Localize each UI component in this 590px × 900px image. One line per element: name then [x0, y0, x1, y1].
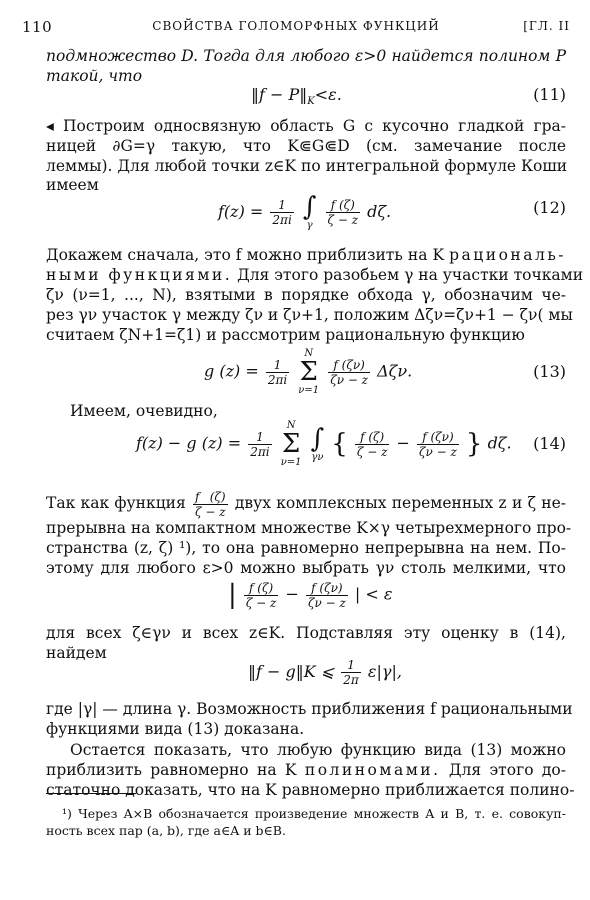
numerator: 1 — [341, 658, 361, 673]
footnote-rule — [46, 793, 136, 794]
sum-lower: ν=1 — [298, 385, 320, 396]
numerator: f (ζ) — [326, 198, 361, 213]
fraction — [244, 581, 279, 610]
text-line: имеем — [46, 176, 99, 194]
footnote-line: ность всех пар (a, b), где a∈A и b∈B. — [46, 823, 286, 838]
summation — [281, 420, 302, 468]
sum-sign: Σ — [299, 357, 318, 387]
integral-sign: ∫ — [302, 192, 317, 222]
text-line: такой, что — [46, 67, 143, 85]
text-line: этому для любого ε>0 можно выбрать γν столь мелкими, что — [46, 559, 566, 577]
eq-part: g (z) = — [204, 361, 259, 381]
text-line: леммы). Для любой точки z∈K по интегральной формуле Коши — [46, 157, 568, 175]
minus-sign: − — [285, 584, 299, 604]
text-line: функциями вида (13) доказана. — [46, 720, 305, 738]
eq-part: K — [307, 96, 315, 108]
fraction — [341, 658, 361, 687]
text-line — [46, 245, 566, 265]
fraction — [193, 490, 228, 519]
denominator: ζν − z — [307, 595, 346, 610]
fraction — [248, 430, 271, 459]
text-line: найдем — [46, 644, 107, 662]
eq-part: ‖f − P‖ — [251, 85, 308, 104]
section-title: СВОЙСТВА ГОЛОМОРФНЫХ ФУНКЦИЙ — [152, 19, 440, 33]
eq-part: dζ. — [367, 202, 392, 221]
sum-sign: Σ — [281, 429, 301, 459]
fraction — [355, 430, 390, 459]
eq-part: ‖f − g‖K ⩽ — [248, 662, 335, 681]
fraction — [270, 198, 293, 227]
eq-part: | < ε — [354, 584, 393, 604]
page-number: 110 — [22, 18, 53, 36]
equation-number: (13) — [533, 362, 566, 381]
denominator: ζ − z — [245, 595, 277, 610]
text-line: ζν (ν=1, ..., N), взятыми в порядке обхода γ, обозначим че- — [46, 286, 566, 304]
text-span: Для этого до- — [448, 761, 566, 779]
numerator: f (ζν) — [306, 581, 348, 596]
summation — [298, 348, 319, 396]
fraction — [306, 581, 348, 610]
running-head — [22, 18, 570, 38]
chapter-marker: [ГЛ. II — [523, 19, 570, 33]
text-line — [46, 760, 566, 780]
sum-upper: N — [286, 420, 296, 431]
numerator: 1 — [248, 430, 271, 445]
equation-12 — [46, 190, 566, 236]
brace-open: { — [331, 429, 348, 459]
text-line: статочно доказать, что на K равномерно приближается полино- — [46, 781, 575, 799]
integral-limit: γν — [311, 451, 324, 463]
numerator: f (ζ) — [195, 489, 226, 504]
text-span: приблизить равномерно на K — [46, 761, 297, 779]
numerator: 1 — [266, 358, 289, 373]
denominator: ζ − z — [195, 504, 226, 519]
denominator: ζ − z — [356, 444, 388, 459]
equation-number: (12) — [533, 198, 566, 217]
spaced-text: полиномами. — [304, 761, 441, 779]
sum-lower: ν=1 — [280, 457, 302, 468]
equation-14 — [46, 418, 566, 474]
denominator: ζ − z — [327, 213, 359, 227]
numerator: f (ζν) — [328, 358, 370, 373]
equation-number: (11) — [533, 85, 566, 104]
text-line: ◂ Построим односвязную область G с кусочно гладкой гра- — [46, 117, 566, 135]
text-line: Остается показать, что любую функцию вида (13) можно — [70, 741, 566, 759]
text-line: для всех ζ∈γν и всех z∈K. Подставляя эту оценку в (14), — [46, 624, 566, 642]
eq-part: <ε. — [314, 85, 342, 104]
text-line: Имеем, очевидно, — [70, 402, 218, 420]
equation-number: (14) — [533, 434, 566, 453]
eq-part: f(z) = — [218, 202, 264, 221]
inequality-norm — [46, 654, 566, 694]
text-span: двух комплексных переменных z и ζ не- — [234, 494, 566, 512]
text-line — [46, 488, 566, 518]
equation-13 — [46, 346, 566, 400]
text-line: рез γν участок γ между ζν и ζν+1, положим Δζν=ζν+1 − ζν( мы — [46, 306, 573, 324]
inequality-estimate — [46, 578, 566, 618]
denominator: ζν − z — [330, 372, 369, 387]
integral-sign: ∫ — [310, 423, 325, 454]
fraction — [326, 198, 361, 227]
numerator: f (ζ) — [355, 430, 390, 445]
minus-sign: − — [396, 433, 410, 453]
numerator: f (ζν) — [417, 430, 459, 445]
sum-upper: N — [304, 348, 314, 359]
denominator: ζν − z — [419, 444, 457, 459]
integral — [303, 194, 317, 231]
eq-part: Δζν. — [377, 361, 413, 381]
text-line: странства (z, ζ) ¹), то она равномерно непрерывна на нем. По- — [46, 539, 566, 557]
integral-limit: γ — [306, 220, 313, 231]
denominator: 2π — [343, 673, 359, 687]
spaced-text: ными функциями. — [46, 266, 233, 284]
text-line: где |γ| — длина γ. Возможность приближения f рациональными — [46, 700, 573, 718]
text-line: прерывна на компактном множестве K×γ четырехмерного про- — [46, 519, 572, 537]
brace-close: } — [465, 429, 483, 459]
eq-part: dζ. — [487, 433, 512, 453]
denominator: 2πi — [250, 444, 270, 459]
abs-bar: | — [228, 580, 237, 610]
text-line: подмножество D. Тогда для любого ε>0 найдется полином P — [46, 47, 566, 65]
numerator: 1 — [270, 198, 293, 213]
eq-part: ε|γ|, — [367, 662, 402, 681]
numerator: f (ζ) — [244, 581, 279, 596]
denominator: 2πi — [267, 372, 288, 387]
denominator: 2πi — [272, 213, 292, 227]
text-span: Докажем сначала, это f можно приблизить на K — [46, 246, 445, 264]
fraction — [328, 358, 370, 387]
text-span: Для этого разобьем γ на участки точками — [237, 266, 584, 284]
eq-part: f(z) − g (z) = — [136, 433, 242, 453]
footnote-line: ¹) Через A×B обозначается произведение множеств A и B, т. е. совокуп- — [62, 806, 566, 821]
fraction — [266, 358, 289, 387]
text-line — [46, 265, 584, 285]
text-line: считаем ζN+1=ζ1) и рассмотрим рациональную функцию — [46, 326, 525, 344]
integral — [310, 423, 325, 463]
fraction — [417, 430, 459, 459]
spaced-text: рациональ- — [449, 246, 566, 264]
text-span: Так как функция — [46, 494, 186, 512]
text-line: ницей ∂G=γ такую, что K⋐G⋐D (см. замечание после — [46, 137, 566, 155]
